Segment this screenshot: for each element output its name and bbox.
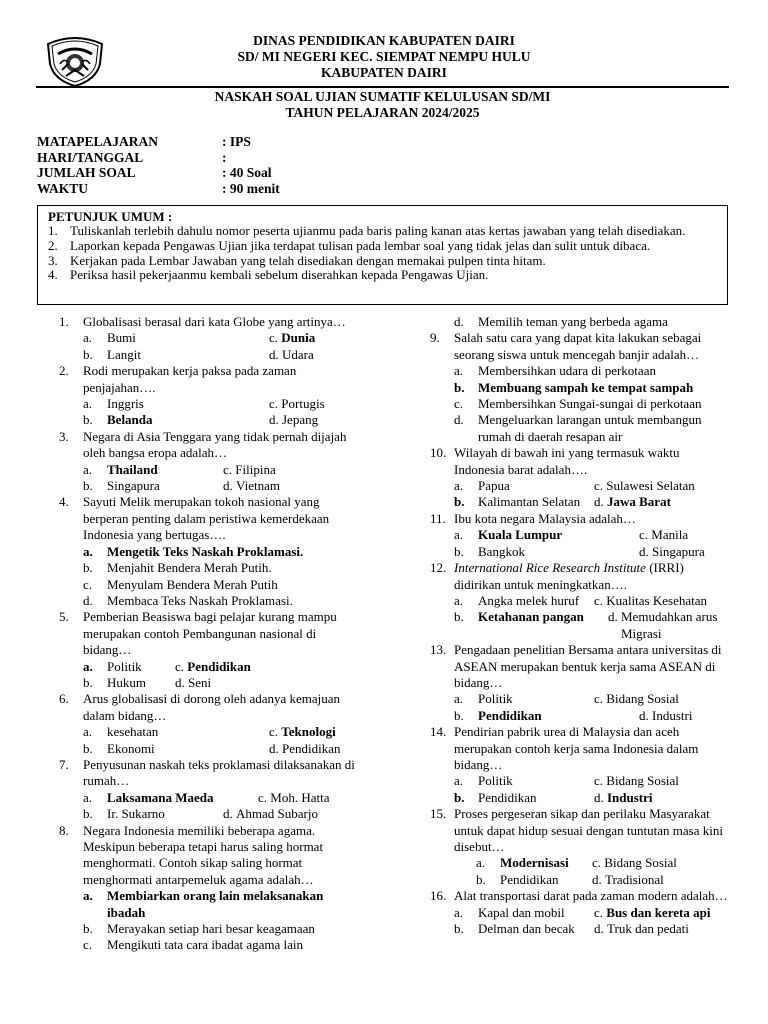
option-a: Politik: [478, 773, 513, 789]
option-d: Seni: [188, 674, 212, 690]
exam-title-line-1: NASKAH SOAL UJIAN SUMATIF KELULUSAN SD/MI: [214, 89, 551, 104]
exam-title-line-2: TAHUN PELAJARAN 2024/2025: [285, 105, 480, 120]
question-10: 10. Wilayah di bawah ini yang termasuk waktu Indonesia barat adalah…. a. Papua c. Sulawesi Selatan b. Kalimantan Selatan d. Jawa Barat: [430, 445, 730, 511]
info-value: :: [222, 149, 227, 165]
info-value: : IPS: [222, 134, 251, 149]
option-b: Belanda: [107, 412, 153, 428]
question-text: Negara Indonesia memiliki beberapa agama. Meskipun beberapa tetapi harus saling hormat menghormati. Contoh sikap saling hormat menghormati antarpemeluk agama adalah…: [83, 822, 324, 887]
option-c: Pendidikan: [187, 658, 251, 674]
option-d: Mengeluarkan larangan untuk membangun rumah di daerah resapan air: [478, 412, 702, 444]
option-d: Pendidikan: [282, 740, 341, 756]
question-1: 1. Globalisasi berasal dari kata Globe yang artinya… a. Bumi c. Dunia b. Langit d. Udara: [59, 314, 359, 363]
option-c: Teknologi: [281, 724, 336, 740]
option-d: Jepang: [282, 412, 319, 428]
option-b: Merayakan setiap hari besar keagamaan: [107, 921, 315, 937]
option-d: Membaca Teks Naskah Proklamasi.: [107, 592, 293, 608]
instruction-item: 2. Laporkan kepada Pengawas Ujian jika terdapat tulisan pada lembar soal yang tidak jelas dan sulit untuk dibaca.: [48, 237, 651, 253]
option-d: Tradisional: [605, 871, 664, 887]
option-b: Membuang sampah ke tempat sampah: [478, 379, 694, 395]
option-c: Filipina: [235, 461, 276, 477]
option-d: Singapura: [652, 543, 705, 559]
option-a: Inggris: [107, 396, 144, 412]
option-d: Vietnam: [236, 478, 280, 494]
option-c: Portugis: [281, 396, 325, 412]
option-b: Bangkok: [478, 543, 525, 559]
question-text: Ibu kota negara Malaysia adalah…: [454, 510, 636, 526]
option-d: Industri: [607, 789, 653, 805]
question-text: Pemberian Beasiswa bagi pelajar kurang mampu merupakan contoh Pembangunan nasional di bidang…: [83, 609, 337, 658]
instruction-item: 3. Kerjakan pada Lembar Jawaban yang telah disediakan dengan memakai pulpen tinta hitam.: [48, 252, 546, 268]
option-b: Delman dan becak: [478, 921, 575, 937]
info-label: MATAPELAJARAN: [37, 134, 158, 149]
option-c: Bus dan kereta api: [606, 904, 711, 920]
instructions-box: [37, 205, 728, 305]
option-b: Kalimantan Selatan: [478, 494, 581, 510]
question-3: 3. Negara di Asia Tenggara yang tidak pernah dijajah oleh bangsa eropa adalah… a. Thailand c. Filipina b. Singapura d. Vietnam: [59, 429, 359, 495]
option-b: Hukum: [107, 674, 146, 690]
option-a: Mengetik Teks Naskah Proklamasi.: [107, 543, 304, 559]
option-a: Papua: [478, 478, 510, 494]
question-8: 8. Negara Indonesia memiliki beberapa agama. Meskipun beberapa tetapi harus saling hormat menghormati. Contoh sikap saling hormat menghormati antarpemeluk agama adalah… a. Membiarkan orang lain melaksanakan ibadah b. Merayakan setiap hari besar keagamaan c. Mengikuti tata cara ibadat agama lain: [59, 823, 359, 954]
option-c: Membersihkan Sungai-sungai di perkotaan: [478, 396, 702, 412]
instructions-heading: PETUNJUK UMUM :: [48, 209, 173, 224]
option-a: Politik: [478, 691, 513, 707]
option-c: Bidang Sosial: [606, 691, 679, 707]
option-d: Udara: [282, 346, 314, 362]
question-text: Pengadaan penelitian Bersama antara universitas di ASEAN merupakan bentuk kerja sama ASEAN di bidang…: [454, 642, 722, 690]
question-text: Proses pergeseran sikap dan perilaku Masyarakat untuk dapat hidup sesuai dengan tuntutan masa kini disebut…: [454, 806, 723, 854]
option-a: Kuala Lumpur: [478, 527, 563, 543]
letterhead-line-1: DINAS PENDIDIKAN KABUPATEN DAIRI: [253, 33, 515, 48]
option-b: Ekonomi: [107, 740, 155, 756]
option-a: Laksamana Maeda: [107, 789, 214, 805]
info-value: : 90 menit: [222, 180, 280, 196]
option-c: Menyulam Bendera Merah Putih: [107, 576, 278, 592]
exam-title: [36, 89, 729, 121]
option-a: Kapal dan mobil: [478, 904, 565, 920]
question-text: Wilayah di bawah ini yang termasuk waktu Indonesia barat adalah….: [454, 445, 680, 477]
option-b: Pendidikan: [500, 871, 559, 887]
option-a: Membersihkan udara di perkotaan: [478, 363, 656, 379]
question-2: 2. Rodi merupakan kerja paksa pada zaman penjajahan…. a. Inggris c. Portugis b. Belanda d. Jepang: [59, 363, 359, 429]
letterhead: [120, 33, 648, 81]
option-a: Membiarkan orang lain melaksanakan ibadah: [107, 888, 324, 920]
info-label: HARI/TANGGAL: [37, 149, 144, 165]
option-d: Industri: [652, 707, 693, 723]
option-b: Pendidikan: [478, 789, 537, 805]
option-c: Manila: [651, 527, 689, 543]
option-d: Jawa Barat: [607, 494, 671, 510]
option-b: Langit: [107, 346, 141, 362]
exam-info: [37, 134, 280, 196]
question-text: Alat transportasi darat pada zaman modern adalah…: [454, 888, 728, 904]
question-9: 9. Salah satu cara yang dapat kita lakukan sebagai seorang siswa untuk mencegah banjir adalah… a. Membersihkan udara di perkotaan b. Membuang sampah ke tempat sampah c. Membersihkan Sungai-sungai di perkotaan d. Mengeluarkan larangan untuk membangun rumah di daerah resapan air: [430, 330, 730, 445]
instruction-item: 1. Tuliskanlah terlebih dahulu nomor peserta ujianmu pada baris paling kanan atas kertas jawaban yang telah disediakan.: [48, 223, 686, 238]
letterhead-divider: [36, 86, 729, 88]
question-13: 13. Pengadaan penelitian Bersama antara universitas di ASEAN merupakan bentuk kerja sama ASEAN di bidang… a. Politik c. Bidang Sosial b. Pendidikan d. Industri: [430, 642, 730, 724]
option-d: Truk dan pedati: [607, 921, 689, 937]
question-15: 15. Proses pergeseran sikap dan perilaku Masyarakat untuk dapat hidup sesuai dengan tuntutan masa kini disebut… a. Modernisasi c. Bidang Sosial b. Pendidikan d. Tradisional: [430, 806, 730, 888]
info-label: JUMLAH SOAL: [37, 165, 136, 180]
question-text: Rodi merupakan kerja paksa pada zaman penjajahan….: [83, 363, 297, 395]
question-14: 14. Pendirian pabrik urea di Malaysia dan aceh merupakan contoh kerja sama Indonesia dalam bidang… a. Politik c. Bidang Sosial b. Pendidikan d. Industri: [430, 724, 730, 806]
option-c: Bidang Sosial: [606, 773, 679, 789]
question-4: 4. Sayuti Melik merupakan tokoh nasional yang berperan penting dalam peristiwa kemerdekaan Indonesia yang bertugas…. a. Mengetik Teks Naskah Proklamasi. b. Menjahit Bendera Merah Putih. c. Menyulam Bendera Merah Putih d. Membaca Teks Naskah Proklamasi.: [59, 494, 359, 609]
option-c: Mengikuti tata cara ibadat agama lain: [107, 937, 303, 953]
option-b: Singapura: [107, 478, 160, 494]
option-b: Ketahanan pangan: [478, 609, 584, 625]
question-text: Globalisasi berasal dari kata Globe yang artinya…: [83, 314, 346, 329]
option-b: Pendidikan: [478, 707, 542, 723]
option-a: Thailand: [107, 461, 158, 477]
info-value: : 40 Soal: [222, 165, 272, 180]
question-text: International Rice Research Institute (IRRI) didirikan untuk meningkatkan….: [454, 560, 684, 592]
option-a: kesehatan: [107, 724, 159, 740]
option-a: Bumi: [107, 330, 136, 346]
school-emblem-icon: [44, 34, 106, 88]
option-a: Modernisasi: [500, 855, 569, 871]
questions-right-column: [430, 314, 730, 937]
option-c: Dunia: [281, 330, 316, 346]
question-6: 6. Arus globalisasi di dorong oleh adanya kemajuan dalam bidang… a. kesehatan c. Teknologi b. Ekonomi d. Pendidikan: [59, 691, 359, 757]
option-a: Angka melek huruf: [478, 592, 580, 608]
question-text: Sayuti Melik merupakan tokoh nasional yang berperan penting dalam peristiwa kemerdekaan Indonesia yang bertugas….: [83, 494, 330, 543]
question-text: Salah satu cara yang dapat kita lakukan sebagai seorang siswa untuk mencegah banjir adalah…: [454, 330, 702, 362]
questions-left-column: [59, 314, 359, 954]
question-text: Negara di Asia Tenggara yang tidak pernah dijajah oleh bangsa eropa adalah…: [83, 428, 347, 461]
option-d: Ahmad Subarjo: [236, 806, 318, 822]
instruction-item: 4. Periksa hasil pekerjaanmu kembali sebelum diserahkan kepada Pengawas Ujian.: [48, 267, 489, 283]
info-label: WAKTU: [37, 180, 89, 196]
option-c: Kualitas Kesehatan: [606, 592, 707, 608]
option-d: Memilih teman yang berbeda agama: [478, 314, 668, 329]
question-text: Pendirian pabrik urea di Malaysia dan aceh merupakan contoh kerja sama Indonesia dalam bidang…: [454, 724, 699, 772]
option-c: Sulawesi Selatan: [606, 478, 695, 494]
question-16: 16. Alat transportasi darat pada zaman modern adalah… a. Kapal dan mobil c. Bus dan kereta api b. Delman dan becak d. Truk dan pedati: [430, 888, 730, 937]
option-a: Politik: [107, 658, 142, 674]
question-11: 11. Ibu kota negara Malaysia adalah… a. Kuala Lumpur c. Manila b. Bangkok d. Singapura: [430, 511, 730, 560]
question-7: 7. Penyusunan naskah teks proklamasi dilaksanakan di rumah… a. Laksamana Maeda c. Moh. Hatta b. Ir. Sukarno d. Ahmad Subarjo: [59, 757, 359, 823]
option-b: Ir. Sukarno: [107, 806, 165, 822]
question-text: Arus globalisasi di dorong oleh adanya kemajuan dalam bidang…: [83, 691, 341, 723]
letterhead-line-2: SD/ MI NEGERI KEC. SIEMPAT NEMPU HULU: [237, 49, 531, 64]
option-c: Bidang Sosial: [604, 855, 677, 871]
option-c: Moh. Hatta: [270, 789, 330, 805]
question-5: 5. Pemberian Beasiswa bagi pelajar kurang mampu merupakan contoh Pembangunan nasional di bidang… a. Politik c. Pendidikan b. Hukum d. Seni: [59, 609, 359, 691]
option-b: Menjahit Bendera Merah Putih.: [107, 560, 272, 576]
question-12: 12. International Rice Research Institute (IRRI) didirikan untuk meningkatkan…. a. Angka melek huruf c. Kualitas Kesehatan b. Ketahanan pangan d. Memudahkan arus Migrasi: [430, 560, 730, 642]
question-text: Penyusunan naskah teks proklamasi dilaksanakan di rumah…: [83, 756, 355, 789]
option-d: Memudahkan arus Migrasi: [621, 609, 718, 641]
question-8-continued: d. Memilih teman yang berbeda agama: [454, 314, 668, 329]
letterhead-line-3: KABUPATEN DAIRI: [321, 65, 447, 80]
